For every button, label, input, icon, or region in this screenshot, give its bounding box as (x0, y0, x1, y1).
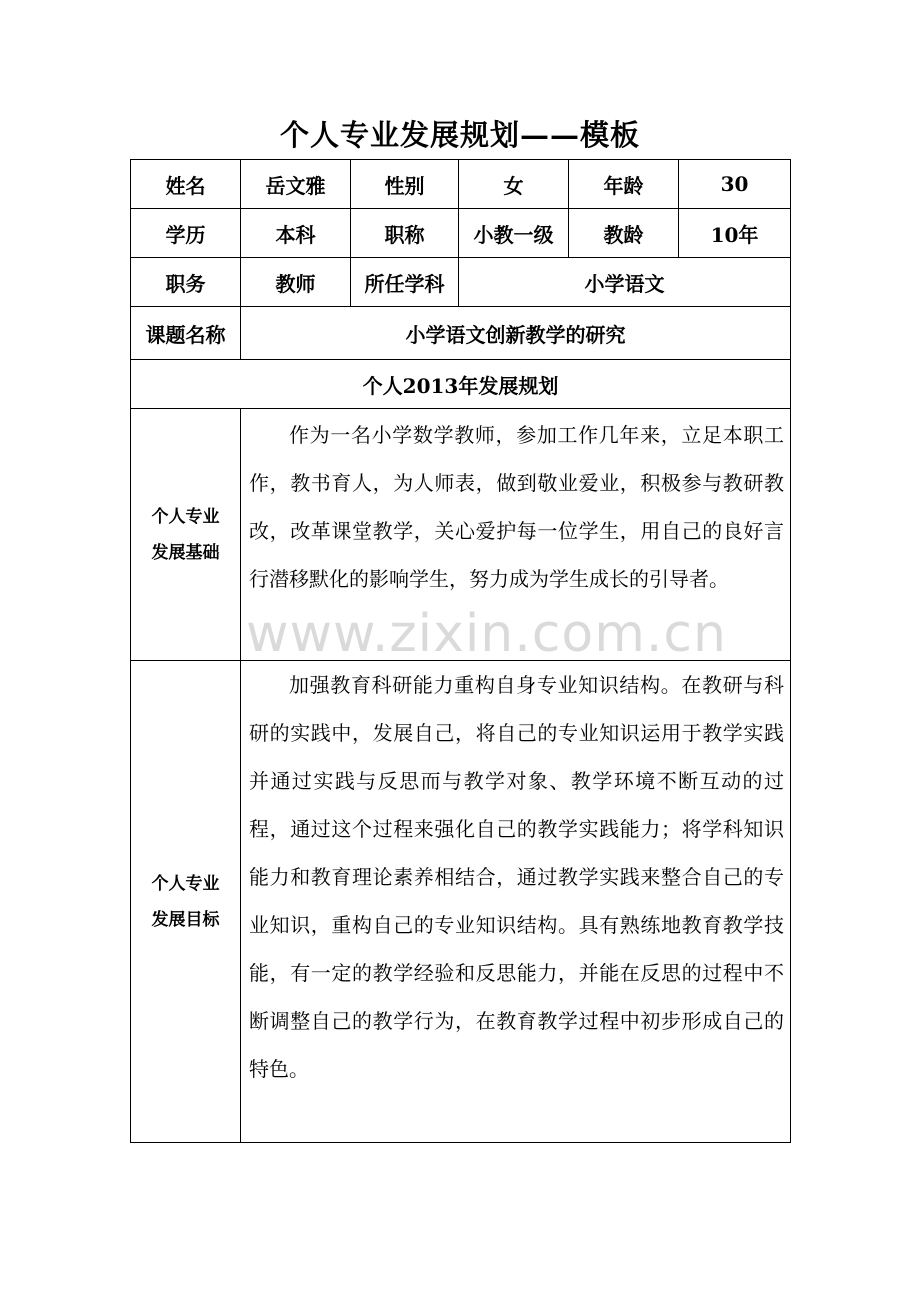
watermark: www.zixin.com.cn (246, 604, 727, 664)
table-row (131, 209, 791, 258)
gender-label: 性别 (351, 160, 459, 209)
age-value: 30 (679, 160, 791, 209)
goal-label-line2: 发展目标 (151, 909, 220, 930)
education-label: 学历 (131, 209, 241, 258)
topic-value: 小学语文创新教学的研究 (241, 307, 791, 360)
rank-value: 小教一级 (459, 209, 569, 258)
teaching-years-label: 教龄 (569, 209, 679, 258)
topic-label: 课题名称 (131, 307, 241, 360)
table-row (131, 360, 791, 409)
goal-text-cell (241, 661, 791, 1143)
position-value: 教师 (241, 258, 351, 307)
plan-table (130, 159, 791, 1143)
rank-label: 职称 (351, 209, 459, 258)
page-title: 个人专业发展规划——模板 (279, 118, 640, 152)
table-row (131, 661, 791, 1143)
plan-heading: 个人2013年发展规划 (131, 360, 791, 409)
gender-value: 女 (459, 160, 569, 209)
age-label: 年龄 (569, 160, 679, 209)
education-value: 本科 (241, 209, 351, 258)
name-label: 姓名 (131, 160, 241, 209)
teaching-years-value: 10年 (679, 209, 791, 258)
subject-label: 所任学科 (351, 258, 459, 307)
name-value: 岳文雅 (241, 160, 351, 209)
goal-label-line1: 个人专业 (151, 873, 220, 894)
position-label: 职务 (131, 258, 241, 307)
basis-label (131, 409, 241, 661)
basis-label-line1: 个人专业 (151, 506, 220, 527)
table-row (131, 307, 791, 360)
table-row (131, 160, 791, 209)
goal-label (131, 661, 241, 1143)
basis-text: 作为一名小学数学教师，参加工作几年来，立足本职工作，教书育人，为人师表，做到敬业爱业，积极参与教研教改，改革课堂教学，关心爱护每一位学生，用自己的良好言行潜移默化的影响学生，努力成为学生成长的引导者。 (249, 423, 784, 591)
table-row (131, 258, 791, 307)
table-row (131, 409, 791, 661)
basis-text-cell (241, 409, 791, 661)
subject-value: 小学语文 (459, 258, 791, 307)
basis-label-line2: 发展基础 (151, 542, 220, 563)
goal-text: 加强教育科研能力重构自身专业知识结构。在教研与科研的实践中，发展自己，将自己的专业知识运用于教学实践并通过实践与反思而与教学对象、教学环境不断互动的过程，通过这个过程来强化自己的教学实践能力；将学科知识能力和教育理论素养相结合，通过教学实践来整合自己的专业知识，重构自己的专业知识结构。具有熟练地教育教学技能，有一定的教学经验和反思能力，并能在反思的过程中不断调整自己的教学行为，在教育教学过程中初步形成自己的特色。 (249, 673, 784, 1081)
